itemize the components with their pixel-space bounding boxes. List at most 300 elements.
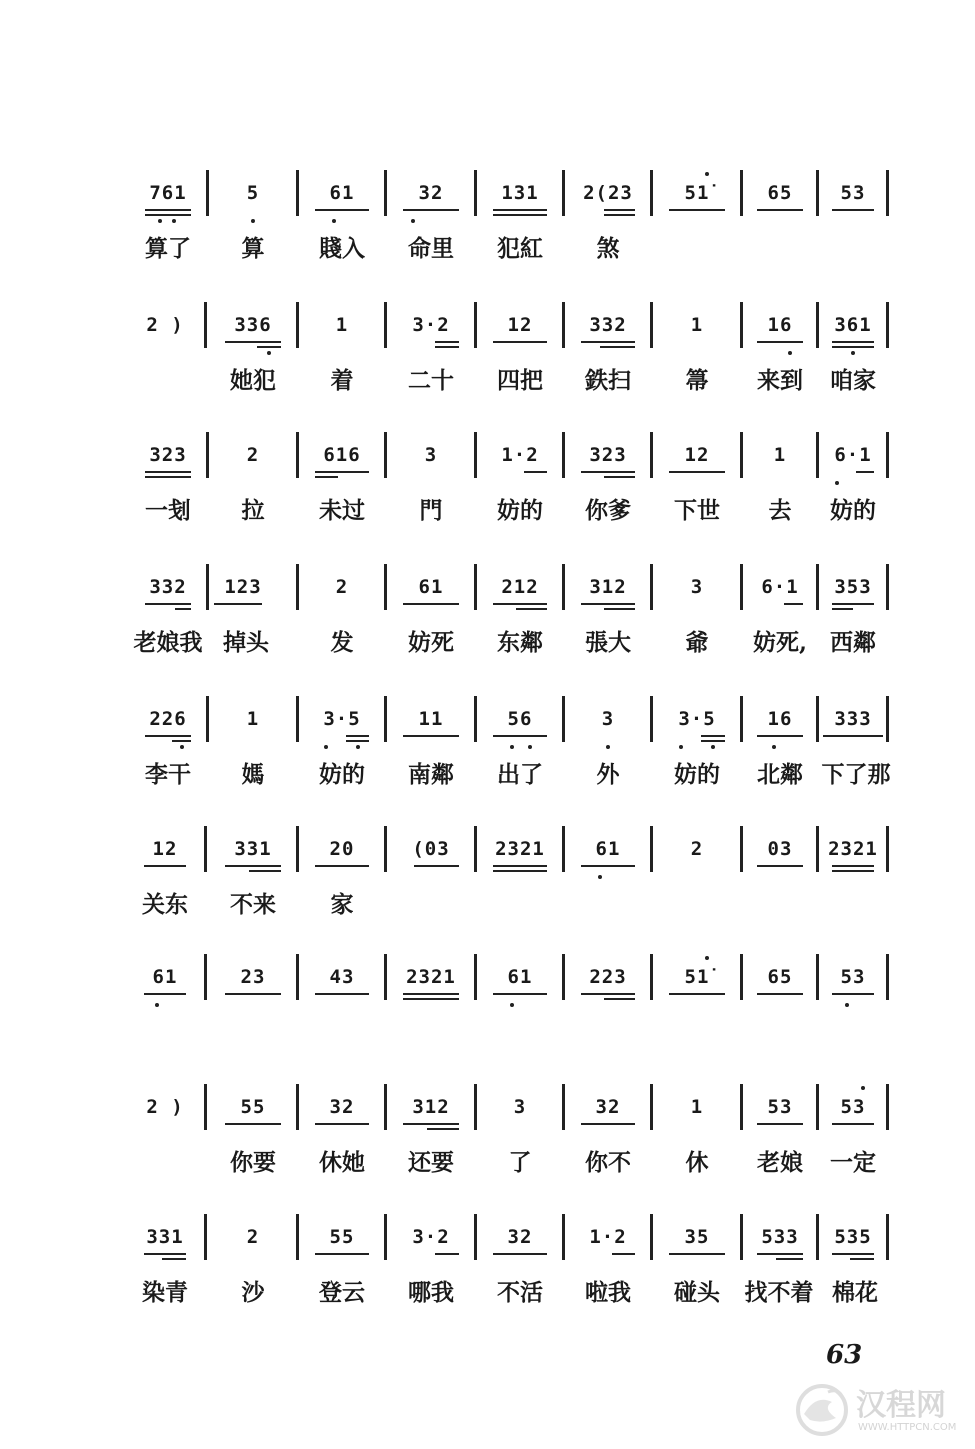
barline <box>384 826 387 872</box>
notes-row <box>132 1212 892 1282</box>
lyric: 啦我 <box>585 1279 631 1306</box>
barline <box>562 432 565 478</box>
measure <box>388 430 474 500</box>
page-number: 63 <box>826 1340 863 1370</box>
lyrics-row <box>132 886 892 926</box>
lyrics-row <box>132 362 892 402</box>
barline <box>886 302 889 348</box>
measure <box>820 694 886 764</box>
measure <box>478 824 562 894</box>
barline <box>474 1214 477 1260</box>
low-octave-dot <box>411 219 415 223</box>
barline <box>384 302 387 348</box>
measure <box>566 952 650 1022</box>
barline <box>384 432 387 478</box>
measure <box>300 1082 384 1152</box>
note-group: 20 <box>329 838 355 860</box>
barline <box>296 696 299 742</box>
measure <box>132 1082 198 1152</box>
watermark-url: WWW.HTTPCN.COM <box>858 1422 957 1433</box>
barline <box>206 696 209 742</box>
barline <box>562 564 565 610</box>
high-octave-dot <box>705 956 709 960</box>
measure <box>300 430 384 500</box>
lyric: 家 <box>330 891 354 918</box>
measure <box>478 1212 562 1282</box>
lyric: 算了 <box>145 235 191 262</box>
note-group: 32 <box>507 1226 533 1248</box>
lyric: 你不 <box>585 1149 631 1176</box>
measure <box>654 168 740 238</box>
lyric: 媽 <box>241 761 265 788</box>
measure <box>744 168 816 238</box>
note-group: 61 <box>418 576 444 598</box>
note-group: 616 <box>323 444 361 466</box>
note-group: 3 <box>424 444 438 466</box>
note-group: 51̇ <box>684 182 710 204</box>
barline <box>562 302 565 348</box>
lyric: 爺 <box>685 629 709 656</box>
lyric: 拉 <box>241 497 265 524</box>
measure <box>300 300 384 370</box>
measure <box>210 1212 296 1282</box>
note-group: 361 <box>834 314 872 336</box>
lyric: 碰头 <box>674 1279 720 1306</box>
low-octave-dot <box>251 219 255 223</box>
barline <box>650 432 653 478</box>
lyric: 一刬 <box>145 497 191 524</box>
low-octave-dot <box>606 745 610 749</box>
measure <box>132 430 204 500</box>
barline <box>204 1084 207 1130</box>
note-group: 2(23 <box>583 182 633 204</box>
barline <box>562 1214 565 1260</box>
dragon-logo-icon <box>792 1380 854 1440</box>
lyric: 張大 <box>585 629 631 656</box>
measure <box>210 694 296 764</box>
barline <box>206 432 209 478</box>
measure <box>566 562 650 632</box>
lyric: 下世 <box>674 497 720 524</box>
low-octave-dot <box>180 745 184 749</box>
note-group: 23 <box>240 966 266 988</box>
measure <box>566 1082 650 1152</box>
lyrics-row <box>132 1144 892 1184</box>
note-group: 32 <box>329 1096 355 1118</box>
lyric: 賤入 <box>319 235 365 262</box>
barline <box>816 170 819 216</box>
barline <box>816 954 819 1000</box>
low-octave-dot <box>267 351 271 355</box>
measure <box>210 1082 296 1152</box>
barline <box>562 696 565 742</box>
barline <box>204 826 207 872</box>
barline <box>474 432 477 478</box>
barline <box>740 954 743 1000</box>
low-octave-dot <box>772 745 776 749</box>
lyrics-row <box>132 492 892 532</box>
lyric: 不来 <box>230 891 276 918</box>
note-group: 53 <box>840 1096 866 1118</box>
measure <box>654 300 740 370</box>
measure <box>654 562 740 632</box>
notes-row <box>132 824 892 894</box>
note-group: 6·1 <box>834 444 872 466</box>
measure <box>744 694 816 764</box>
lyric: 着 <box>330 367 354 394</box>
barline <box>650 302 653 348</box>
note-group: 43 <box>329 966 355 988</box>
barline <box>384 954 387 1000</box>
barline <box>816 696 819 742</box>
lyric: 你要 <box>230 1149 276 1176</box>
notes-row <box>132 562 892 632</box>
measure <box>654 1212 740 1282</box>
measure <box>132 1212 198 1282</box>
note-group: 331 <box>234 838 272 860</box>
barline <box>650 826 653 872</box>
note-group: 3·2 <box>412 1226 450 1248</box>
note-group: 2 <box>335 576 349 598</box>
lyric: 登云 <box>319 1279 365 1306</box>
measure <box>566 168 650 238</box>
lyric: 四把 <box>497 367 543 394</box>
note-group: 3·5 <box>678 708 716 730</box>
measure <box>388 694 474 764</box>
measure <box>388 562 474 632</box>
measure <box>132 168 204 238</box>
lyric: 染青 <box>142 1279 188 1306</box>
barline <box>816 564 819 610</box>
barline <box>384 1084 387 1130</box>
note-group: 51̇ <box>684 966 710 988</box>
note-group: 55 <box>329 1226 355 1248</box>
note-group: 61 <box>329 182 355 204</box>
low-octave-dot <box>510 745 514 749</box>
note-group: 3·5 <box>323 708 361 730</box>
barline <box>296 564 299 610</box>
note-group: 1 <box>246 708 260 730</box>
note-group: 323 <box>149 444 187 466</box>
measure <box>654 1082 740 1152</box>
lyric: 妨死, <box>752 629 807 656</box>
barline <box>740 302 743 348</box>
measure <box>566 824 650 894</box>
notes-row <box>132 430 892 500</box>
note-group: 53 <box>767 1096 793 1118</box>
barline <box>296 302 299 348</box>
measure <box>478 168 562 238</box>
note-group: 332 <box>149 576 187 598</box>
lyric: 掉头 <box>223 629 269 656</box>
lyric: 門 <box>419 497 443 524</box>
measure <box>654 430 740 500</box>
note-group: 3 <box>513 1096 527 1118</box>
barline <box>650 954 653 1000</box>
lyric: 妨的 <box>830 497 876 524</box>
lyric: 老娘 <box>757 1149 803 1176</box>
barline <box>740 432 743 478</box>
measure <box>210 430 296 500</box>
barline <box>740 170 743 216</box>
measure <box>478 300 562 370</box>
barline <box>296 826 299 872</box>
barline <box>650 170 653 216</box>
lyric: 外 <box>596 761 620 788</box>
note-group: 55 <box>240 1096 266 1118</box>
low-octave-dot <box>510 1003 514 1007</box>
measure <box>132 952 198 1022</box>
measure <box>300 694 384 764</box>
note-group: 2321 <box>406 966 456 988</box>
note-group: 53 <box>840 182 866 204</box>
note-group: 35 <box>684 1226 710 1248</box>
note-group: 32 <box>595 1096 621 1118</box>
watermark <box>792 1378 967 1444</box>
lyric: 咱家 <box>830 367 876 394</box>
barline <box>886 954 889 1000</box>
lyric: 北鄰 <box>757 761 803 788</box>
barline <box>886 1084 889 1130</box>
note-group: 2 <box>690 838 704 860</box>
measure <box>744 952 816 1022</box>
barline <box>206 170 209 216</box>
measure <box>820 1212 886 1282</box>
note-group: 56 <box>507 708 533 730</box>
measure <box>566 300 650 370</box>
high-octave-dot <box>861 1086 865 1090</box>
measure <box>388 300 474 370</box>
note-group: 535 <box>834 1226 872 1248</box>
measure <box>210 952 296 1022</box>
lyric: 不活 <box>497 1279 543 1306</box>
low-octave-dot <box>711 745 715 749</box>
barline <box>474 302 477 348</box>
low-octave-dot <box>155 1003 159 1007</box>
measure <box>654 952 740 1022</box>
note-group: 2 <box>246 1226 260 1248</box>
note-group: 12 <box>507 314 533 336</box>
barline <box>886 696 889 742</box>
barline <box>296 954 299 1000</box>
measure <box>654 824 740 894</box>
note-group: (03 <box>412 838 450 860</box>
barline <box>650 1214 653 1260</box>
note-group: 16 <box>767 708 793 730</box>
measure <box>388 952 474 1022</box>
note-group: 1·2 <box>589 1226 627 1248</box>
note-group: 226 <box>149 708 187 730</box>
barline <box>562 826 565 872</box>
measure <box>820 300 886 370</box>
measure <box>132 824 198 894</box>
note-group: 53 <box>840 966 866 988</box>
note-group: 3 <box>601 708 615 730</box>
lyric: 来到 <box>757 367 803 394</box>
note-group: 212 <box>501 576 539 598</box>
barline <box>740 1214 743 1260</box>
measure <box>300 1212 384 1282</box>
barline <box>296 170 299 216</box>
lyric: 妨的 <box>497 497 543 524</box>
measure <box>300 168 384 238</box>
barline <box>886 1214 889 1260</box>
barline <box>562 954 565 1000</box>
measure <box>132 694 204 764</box>
lyric: 未过 <box>319 497 365 524</box>
measure <box>820 824 886 894</box>
measure <box>478 952 562 1022</box>
note-group: 61 <box>507 966 533 988</box>
measure <box>132 300 198 370</box>
measure <box>210 300 296 370</box>
measure <box>820 430 886 500</box>
measure <box>478 562 562 632</box>
barline <box>384 170 387 216</box>
measure <box>744 1212 816 1282</box>
lyric: 算 <box>241 235 265 262</box>
note-group: 223 <box>589 966 627 988</box>
measure <box>210 562 296 632</box>
low-octave-dot <box>598 875 602 879</box>
lyric: 南鄰 <box>408 761 454 788</box>
barline <box>886 432 889 478</box>
lyric: 哪我 <box>408 1279 454 1306</box>
barline <box>650 564 653 610</box>
note-group: 12 <box>684 444 710 466</box>
barline <box>886 170 889 216</box>
lyrics-row <box>132 230 892 270</box>
note-group: 65 <box>767 182 793 204</box>
note-group: 2321 <box>828 838 878 860</box>
lyric: 了 <box>508 1149 532 1176</box>
barline <box>296 1084 299 1130</box>
barline <box>474 170 477 216</box>
note-group: 12 <box>152 838 178 860</box>
note-group: 16 <box>767 314 793 336</box>
measure <box>820 952 886 1022</box>
lyric: 你爹 <box>585 497 631 524</box>
watermark-text: 汉程网 <box>856 1388 946 1423</box>
measure <box>566 694 650 764</box>
note-group: 333 <box>834 708 872 730</box>
note-group: 123 <box>224 576 262 598</box>
barline <box>740 564 743 610</box>
lyric: 休她 <box>319 1149 365 1176</box>
low-octave-dot <box>788 351 792 355</box>
note-group: 11 <box>418 708 444 730</box>
lyric: 去 <box>768 497 792 524</box>
note-group: 761 <box>149 182 187 204</box>
note-group: 533 <box>761 1226 799 1248</box>
lyric: 西鄰 <box>830 629 876 656</box>
lyric: 命里 <box>408 235 454 262</box>
barline <box>204 302 207 348</box>
barline <box>474 1084 477 1130</box>
measure <box>388 168 474 238</box>
note-group: 65 <box>767 966 793 988</box>
notes-row <box>132 694 892 764</box>
measure <box>300 952 384 1022</box>
measure <box>820 562 886 632</box>
measure <box>566 1212 650 1282</box>
lyric: 李干 <box>145 761 191 788</box>
lyric: 发 <box>330 629 354 656</box>
lyric: 二十 <box>408 367 454 394</box>
barline <box>474 696 477 742</box>
note-group: 336 <box>234 314 272 336</box>
note-group: 312 <box>589 576 627 598</box>
note-group: 1 <box>690 1096 704 1118</box>
note-group: 03 <box>767 838 793 860</box>
low-octave-dot <box>528 745 532 749</box>
measure <box>210 168 296 238</box>
barline <box>474 954 477 1000</box>
low-octave-dot <box>332 219 336 223</box>
lyric: 休 <box>685 1149 709 1176</box>
lyric: 妨的 <box>319 761 365 788</box>
note-group: 1 <box>773 444 787 466</box>
barline <box>816 1084 819 1130</box>
note-group: 3·2 <box>412 314 450 336</box>
barline <box>886 826 889 872</box>
lyric: 鉄扫 <box>585 367 631 394</box>
barline <box>562 1084 565 1130</box>
note-group: 2 ) <box>146 314 184 336</box>
measure <box>300 562 384 632</box>
barline <box>384 696 387 742</box>
barline <box>562 170 565 216</box>
lyric: 出了 <box>497 761 543 788</box>
note-group: 2 ) <box>146 1096 184 1118</box>
note-group: 331 <box>146 1226 184 1248</box>
measure <box>744 824 816 894</box>
measure <box>744 430 816 500</box>
low-octave-dot <box>356 745 360 749</box>
barline <box>296 432 299 478</box>
barline <box>296 1214 299 1260</box>
note-group: 131 <box>501 182 539 204</box>
measure <box>744 300 816 370</box>
note-group: 353 <box>834 576 872 598</box>
barline <box>474 826 477 872</box>
note-group: 5 <box>246 182 260 204</box>
measure <box>478 694 562 764</box>
notes-row <box>132 300 892 370</box>
lyric: 东鄰 <box>497 629 543 656</box>
measure <box>300 824 384 894</box>
barline <box>384 564 387 610</box>
note-group: 1 <box>335 314 349 336</box>
measure <box>210 824 296 894</box>
barline <box>474 564 477 610</box>
lyric: 沙 <box>241 1279 265 1306</box>
note-group: 2 <box>246 444 260 466</box>
barline <box>816 302 819 348</box>
lyric: 她犯 <box>230 367 276 394</box>
barline <box>650 1084 653 1130</box>
measure <box>478 430 562 500</box>
measure <box>388 1212 474 1282</box>
barline <box>204 1214 207 1260</box>
measure <box>566 430 650 500</box>
measure <box>820 1082 886 1152</box>
lyric: 关东 <box>142 891 188 918</box>
low-octave-dot <box>679 745 683 749</box>
notes-row <box>132 1082 892 1152</box>
low-octave-dot <box>851 351 855 355</box>
note-group: 3 <box>690 576 704 598</box>
